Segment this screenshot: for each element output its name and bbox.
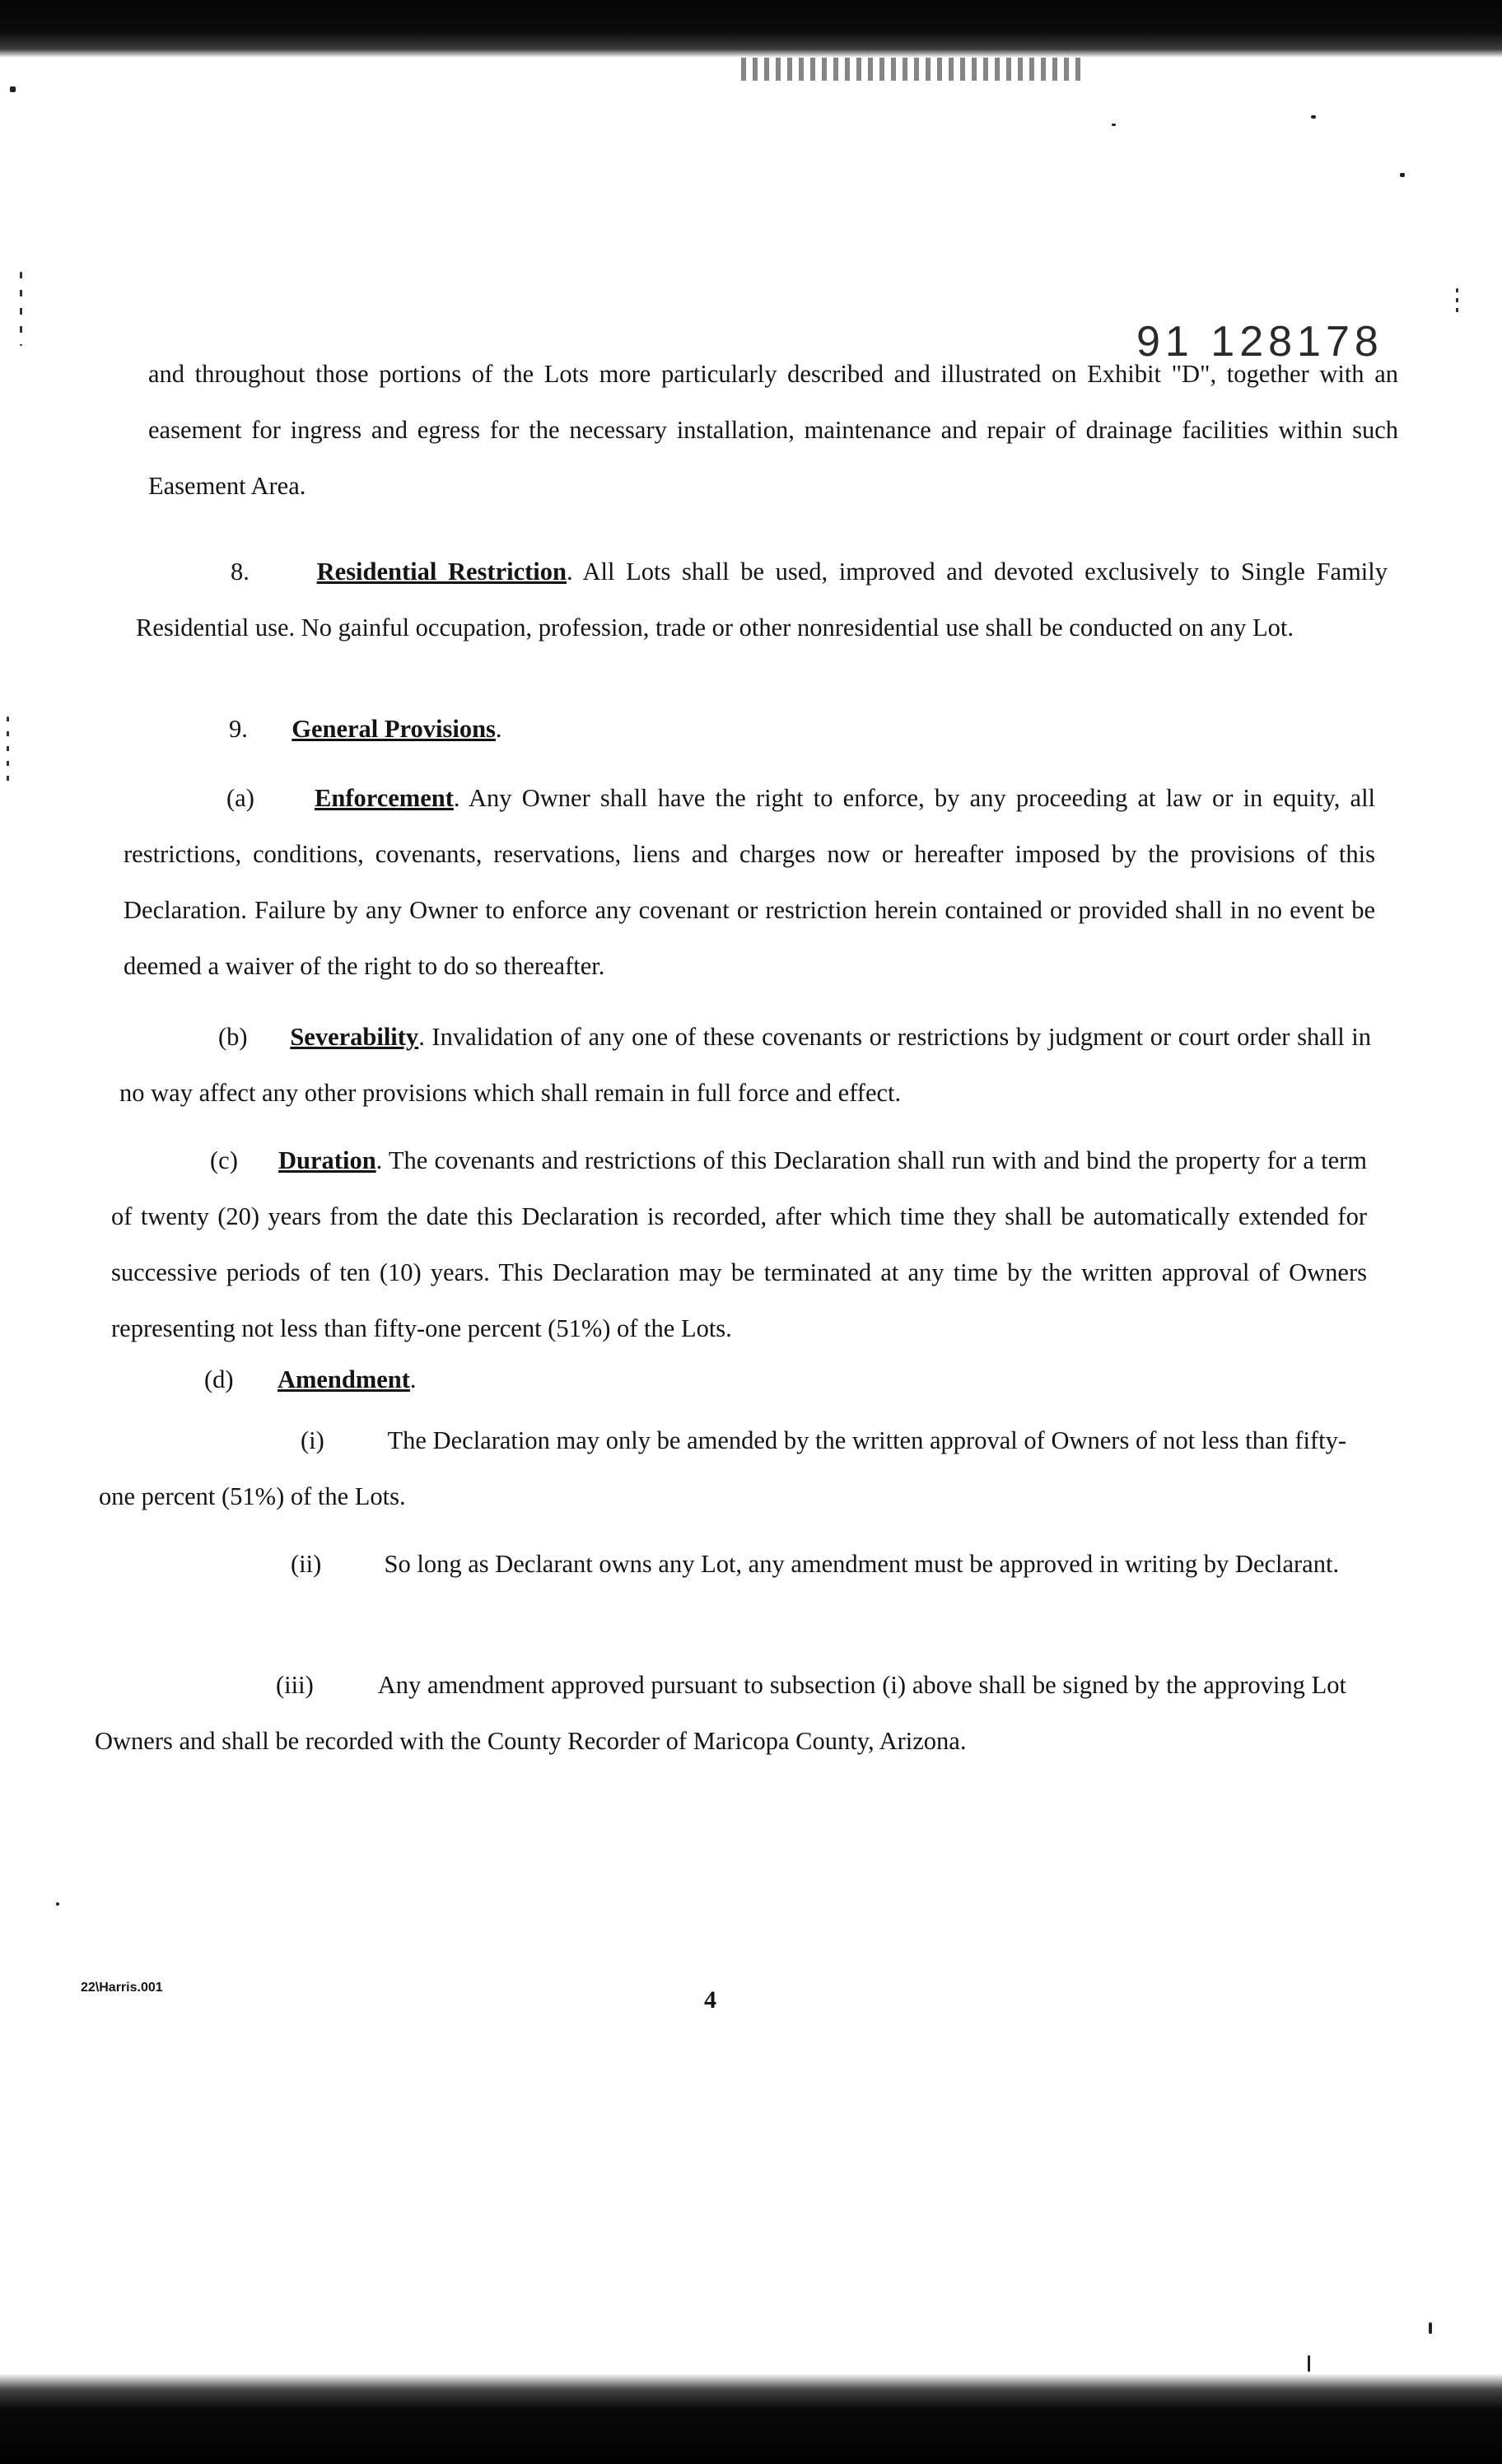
item-a-label: (a) — [226, 784, 254, 812]
scan-speck — [56, 1902, 59, 1906]
scan-speck — [1429, 2322, 1432, 2334]
sub-i-paragraph — [99, 1412, 1346, 1524]
scan-speck — [10, 86, 16, 92]
section-8-number: 8. — [231, 558, 250, 586]
item-c-body: . The covenants and restrictions of this Declaration shall run with and bind the property for a term of twenty (20) years from the date this Declaration is recorded, after which time they shall be automatically extended for successive periods of ten (10) years. This Declaration may be terminated at any time by the written approval of Owners representing not less than fifty-one percent (51%) of the Lots. — [111, 1146, 1368, 1342]
section-9-heading-line — [229, 712, 502, 745]
page-number: 4 — [704, 1986, 716, 2014]
sub-i-label: (i) — [301, 1426, 324, 1454]
item-a-body: . Any Owner shall have the right to enforce, by any proceeding at law or in equity, all restrictions, conditions, covenants, reservations, liens and charges now or hereafter imposed by the provisions of this Declaration. Failure by any Owner to enforce any covenant or restriction herein contained or provided shall in no event be deemed a waiver of the right to do so thereafter. — [124, 784, 1376, 980]
item-b-paragraph — [119, 1009, 1371, 1121]
item-b-label: (b) — [218, 1023, 248, 1051]
item-d-heading: Amendment — [277, 1365, 410, 1393]
intro-paragraph: and throughout those portions of the Lots more particularly described and illustrated on Exhibit "D", together with an easement for ingress and egress for the necessary installation, maintenance and repair of drainage facilities within such Easement Area. — [148, 360, 1398, 500]
section-8-paragraph — [136, 544, 1388, 656]
scan-speck — [1400, 173, 1405, 177]
section-8-body: . All Lots shall be used, improved and devoted exclusively to Single Family Residential use. No gainful occupation, profession, trade or other nonresidential use shall be conducted on any Lot. — [136, 558, 1388, 642]
scan-speck — [1311, 115, 1316, 119]
item-d-heading-line — [204, 1363, 417, 1396]
sub-iii-body: Any amendment approved pursuant to subsection (i) above shall be signed by the approving Lot Owners and shall be recorded with the County Recorder of Maricopa County, Arizona. — [95, 1671, 1347, 1755]
sub-iii-paragraph — [95, 1657, 1346, 1769]
sub-iii-label: (iii) — [276, 1671, 314, 1699]
recording-number: 91 128178 — [1136, 318, 1383, 366]
item-b-heading: Severability — [290, 1023, 419, 1051]
section-8-heading: Residential Restriction — [316, 558, 567, 586]
item-c-paragraph — [111, 1132, 1367, 1356]
scan-border-bottom — [0, 2373, 1502, 2464]
item-c-heading: Duration — [278, 1146, 376, 1174]
sub-ii-label: (ii) — [291, 1550, 322, 1578]
footer-file-id: 22\Harris.001 — [81, 1981, 163, 1995]
scan-speck — [1456, 288, 1458, 313]
item-c-label: (c) — [210, 1146, 238, 1174]
scan-speck — [1112, 124, 1116, 126]
sub-ii-paragraph — [97, 1536, 1345, 1592]
scan-speck — [7, 716, 9, 782]
item-b-body: . Invalidation of any one of these covenants or restrictions by judgment or court order shall in no way affect any other provisions which shall remain in full force and effect. — [119, 1023, 1372, 1107]
item-a-paragraph — [124, 770, 1375, 994]
scan-border-top — [0, 0, 1502, 58]
scan-speck — [20, 272, 22, 346]
item-d-label: (d) — [204, 1365, 234, 1393]
scan-speck — [1308, 2355, 1310, 2372]
sub-ii-body: So long as Declarant owns any Lot, any amendment must be approved in writing by Declarant. — [384, 1550, 1340, 1578]
section-9-number: 9. — [229, 715, 248, 743]
item-a-heading: Enforcement — [315, 784, 454, 812]
sub-i-body: The Declaration may only be amended by the written approval of Owners of not less than fifty-one percent (51%) of the Lots. — [99, 1426, 1346, 1510]
item-d-heading-suffix: . — [409, 1365, 417, 1393]
section-9-heading: General Provisions — [292, 715, 496, 743]
section-9-heading-suffix: . — [495, 715, 502, 743]
scan-border-top-ragged — [741, 58, 1087, 81]
